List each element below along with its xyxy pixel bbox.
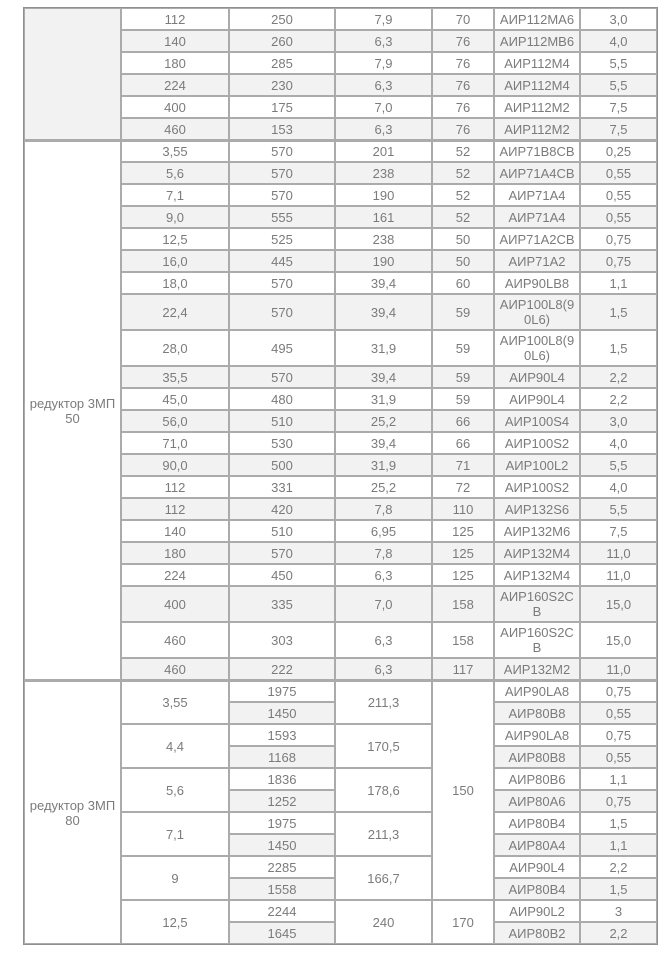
- gear-ratio-cell: 12,5: [121, 228, 229, 250]
- torque-cell: 7,8: [335, 498, 432, 520]
- torque-cell: 6,95: [335, 520, 432, 542]
- gear-ratio-cell: 22,4: [121, 294, 229, 330]
- value-cell: 52: [432, 140, 494, 162]
- gear-ratio-cell: 7,1: [121, 184, 229, 206]
- gear-ratio-cell: 3,55: [121, 680, 229, 724]
- gear-ratio-cell: 460: [121, 622, 229, 658]
- motor-type-cell: АИР132М2: [494, 658, 580, 680]
- motor-type-cell: АИР90L4: [494, 388, 580, 410]
- motor-type-cell: АИР71А2СВ: [494, 228, 580, 250]
- value-cell: 110: [432, 498, 494, 520]
- motor-type-cell: АИР160S2СВ: [494, 586, 580, 622]
- motor-type-cell: АИР112МВ6: [494, 30, 580, 52]
- motor-type-cell: АИР80А4: [494, 834, 580, 856]
- gear-ratio-cell: 4,4: [121, 724, 229, 768]
- motor-type-cell: АИР71А4: [494, 206, 580, 228]
- value-cell: 76: [432, 52, 494, 74]
- speed-cell: 480: [229, 388, 335, 410]
- value-cell: 170: [432, 900, 494, 944]
- value-cell: 125: [432, 542, 494, 564]
- torque-cell: 238: [335, 162, 432, 184]
- torque-cell: 6,3: [335, 74, 432, 96]
- motor-type-cell: АИР80В4: [494, 878, 580, 900]
- speed-cell: 1450: [229, 702, 335, 724]
- torque-cell: 166,7: [335, 856, 432, 900]
- motor-type-cell: АИР80В4: [494, 812, 580, 834]
- speed-cell: 450: [229, 564, 335, 586]
- torque-cell: 39,4: [335, 366, 432, 388]
- speed-cell: 570: [229, 140, 335, 162]
- power-cell: 0,55: [580, 162, 657, 184]
- gear-ratio-cell: 12,5: [121, 900, 229, 944]
- power-cell: 1,1: [580, 768, 657, 790]
- motor-type-cell: АИР100S2: [494, 432, 580, 454]
- value-cell: 70: [432, 8, 494, 30]
- power-cell: 11,0: [580, 564, 657, 586]
- gear-ratio-cell: 112: [121, 476, 229, 498]
- power-cell: 2,2: [580, 366, 657, 388]
- torque-cell: 211,3: [335, 812, 432, 856]
- speed-cell: 510: [229, 410, 335, 432]
- power-cell: 7,5: [580, 118, 657, 140]
- torque-cell: 7,0: [335, 586, 432, 622]
- motor-type-cell: АИР90L2: [494, 900, 580, 922]
- torque-cell: 161: [335, 206, 432, 228]
- gear-ratio-cell: 9,0: [121, 206, 229, 228]
- torque-cell: 25,2: [335, 476, 432, 498]
- power-cell: 7,5: [580, 520, 657, 542]
- table-section: [24, 8, 657, 140]
- motor-type-cell: АИР112МА6: [494, 8, 580, 30]
- value-cell: 52: [432, 184, 494, 206]
- speed-cell: 2244: [229, 900, 335, 922]
- speed-cell: 230: [229, 74, 335, 96]
- speed-cell: 175: [229, 96, 335, 118]
- table-row: [24, 140, 657, 162]
- gear-ratio-cell: 140: [121, 30, 229, 52]
- speed-cell: 1450: [229, 834, 335, 856]
- reducer-name-cell: редуктор 3МП 80: [24, 680, 121, 944]
- power-cell: 15,0: [580, 622, 657, 658]
- motor-type-cell: АИР90L4: [494, 856, 580, 878]
- power-cell: 11,0: [580, 658, 657, 680]
- value-cell: 52: [432, 162, 494, 184]
- gear-ratio-cell: 140: [121, 520, 229, 542]
- speed-cell: 420: [229, 498, 335, 520]
- value-cell: 125: [432, 564, 494, 586]
- speed-cell: 222: [229, 658, 335, 680]
- gear-ratio-cell: 71,0: [121, 432, 229, 454]
- motor-type-cell: АИР132М4: [494, 564, 580, 586]
- speed-cell: 1168: [229, 746, 335, 768]
- gear-ratio-cell: 90,0: [121, 454, 229, 476]
- gear-ratio-cell: 45,0: [121, 388, 229, 410]
- value-cell: 59: [432, 294, 494, 330]
- torque-cell: 6,3: [335, 564, 432, 586]
- value-cell: 76: [432, 74, 494, 96]
- value-cell: 76: [432, 96, 494, 118]
- power-cell: 0,55: [580, 184, 657, 206]
- power-cell: 0,55: [580, 206, 657, 228]
- power-cell: 11,0: [580, 542, 657, 564]
- motor-type-cell: АИР80А6: [494, 790, 580, 812]
- value-cell: 71: [432, 454, 494, 476]
- power-cell: 1,1: [580, 272, 657, 294]
- power-cell: 2,2: [580, 388, 657, 410]
- motor-type-cell: АИР100S4: [494, 410, 580, 432]
- gear-ratio-cell: 5,6: [121, 768, 229, 812]
- gear-ratio-cell: 56,0: [121, 410, 229, 432]
- power-cell: 15,0: [580, 586, 657, 622]
- torque-cell: 238: [335, 228, 432, 250]
- speed-cell: 510: [229, 520, 335, 542]
- power-cell: 0,25: [580, 140, 657, 162]
- gear-ratio-cell: 224: [121, 564, 229, 586]
- gear-ratio-cell: 9: [121, 856, 229, 900]
- power-cell: 0,75: [580, 228, 657, 250]
- motor-type-cell: АИР100S2: [494, 476, 580, 498]
- speed-cell: 303: [229, 622, 335, 658]
- value-cell: 50: [432, 228, 494, 250]
- speed-cell: 331: [229, 476, 335, 498]
- torque-cell: 7,0: [335, 96, 432, 118]
- speed-cell: 1975: [229, 812, 335, 834]
- torque-cell: 201: [335, 140, 432, 162]
- torque-cell: 240: [335, 900, 432, 944]
- gear-ratio-cell: 112: [121, 498, 229, 520]
- motor-type-cell: АИР112М2: [494, 118, 580, 140]
- motor-type-cell: АИР71А2: [494, 250, 580, 272]
- torque-cell: 211,3: [335, 680, 432, 724]
- motor-type-cell: АИР160S2СВ: [494, 622, 580, 658]
- value-cell: 125: [432, 520, 494, 542]
- gear-ratio-cell: 180: [121, 542, 229, 564]
- table-section: [24, 140, 657, 680]
- value-cell: 59: [432, 366, 494, 388]
- motor-type-cell: АИР71А4: [494, 184, 580, 206]
- reducer-spec-table: [23, 7, 658, 945]
- torque-cell: 190: [335, 250, 432, 272]
- speed-cell: 445: [229, 250, 335, 272]
- torque-cell: 39,4: [335, 294, 432, 330]
- motor-type-cell: АИР90LA8: [494, 724, 580, 746]
- motor-type-cell: АИР112М4: [494, 74, 580, 96]
- power-cell: 0,75: [580, 250, 657, 272]
- gear-ratio-cell: 460: [121, 118, 229, 140]
- value-cell: 66: [432, 432, 494, 454]
- torque-cell: 31,9: [335, 388, 432, 410]
- value-cell: 52: [432, 206, 494, 228]
- motor-type-cell: АИР80В8: [494, 702, 580, 724]
- gear-ratio-cell: 7,1: [121, 812, 229, 856]
- speed-cell: 335: [229, 586, 335, 622]
- torque-cell: 39,4: [335, 272, 432, 294]
- power-cell: 2,2: [580, 922, 657, 944]
- speed-cell: 1645: [229, 922, 335, 944]
- power-cell: 3: [580, 900, 657, 922]
- motor-type-cell: АИР112М4: [494, 52, 580, 74]
- speed-cell: 570: [229, 366, 335, 388]
- torque-cell: 6,3: [335, 622, 432, 658]
- motor-type-cell: АИР132М6: [494, 520, 580, 542]
- torque-cell: 39,4: [335, 432, 432, 454]
- value-cell: 76: [432, 118, 494, 140]
- power-cell: 0,55: [580, 746, 657, 768]
- torque-cell: 31,9: [335, 454, 432, 476]
- motor-type-cell: АИР112М2: [494, 96, 580, 118]
- table-section: [24, 680, 657, 944]
- gear-ratio-cell: 224: [121, 74, 229, 96]
- power-cell: 2,2: [580, 856, 657, 878]
- table-row: [24, 680, 657, 702]
- power-cell: 0,75: [580, 680, 657, 702]
- torque-cell: 25,2: [335, 410, 432, 432]
- torque-cell: 178,6: [335, 768, 432, 812]
- torque-cell: 6,3: [335, 118, 432, 140]
- motor-type-cell: АИР90L4: [494, 366, 580, 388]
- torque-cell: 6,3: [335, 658, 432, 680]
- speed-cell: 570: [229, 294, 335, 330]
- power-cell: 0,55: [580, 702, 657, 724]
- value-cell: 72: [432, 476, 494, 498]
- power-cell: 3,0: [580, 410, 657, 432]
- power-cell: 5,5: [580, 52, 657, 74]
- value-cell: 150: [432, 680, 494, 900]
- motor-type-cell: АИР132М4: [494, 542, 580, 564]
- motor-type-cell: АИР80В6: [494, 768, 580, 790]
- speed-cell: 525: [229, 228, 335, 250]
- power-cell: 3,0: [580, 8, 657, 30]
- gear-ratio-cell: 400: [121, 96, 229, 118]
- gear-ratio-cell: 35,5: [121, 366, 229, 388]
- value-cell: 158: [432, 586, 494, 622]
- speed-cell: 1252: [229, 790, 335, 812]
- torque-cell: 7,8: [335, 542, 432, 564]
- power-cell: 5,5: [580, 74, 657, 96]
- motor-type-cell: АИР80В8: [494, 746, 580, 768]
- gear-ratio-cell: 18,0: [121, 272, 229, 294]
- torque-cell: 31,9: [335, 330, 432, 366]
- reducer-name-cell: редуктор 3МП 50: [24, 140, 121, 680]
- power-cell: 1,5: [580, 878, 657, 900]
- speed-cell: 1558: [229, 878, 335, 900]
- motor-type-cell: АИР80В2: [494, 922, 580, 944]
- value-cell: 158: [432, 622, 494, 658]
- power-cell: 4,0: [580, 30, 657, 52]
- speed-cell: 1975: [229, 680, 335, 702]
- gear-ratio-cell: 28,0: [121, 330, 229, 366]
- motor-type-cell: АИР132S6: [494, 498, 580, 520]
- speed-cell: 260: [229, 30, 335, 52]
- speed-cell: 530: [229, 432, 335, 454]
- motor-type-cell: АИР71В8СВ: [494, 140, 580, 162]
- power-cell: 7,5: [580, 96, 657, 118]
- motor-type-cell: АИР71А4СВ: [494, 162, 580, 184]
- speed-cell: 2285: [229, 856, 335, 878]
- value-cell: 66: [432, 410, 494, 432]
- speed-cell: 570: [229, 162, 335, 184]
- gear-ratio-cell: 112: [121, 8, 229, 30]
- motor-type-cell: АИР100L8(90L6): [494, 294, 580, 330]
- speed-cell: 285: [229, 52, 335, 74]
- speed-cell: 495: [229, 330, 335, 366]
- speed-cell: 153: [229, 118, 335, 140]
- torque-cell: 170,5: [335, 724, 432, 768]
- power-cell: 4,0: [580, 476, 657, 498]
- motor-type-cell: АИР90LB8: [494, 272, 580, 294]
- speed-cell: 555: [229, 206, 335, 228]
- speed-cell: 500: [229, 454, 335, 476]
- speed-cell: 570: [229, 272, 335, 294]
- speed-cell: 250: [229, 8, 335, 30]
- reducer-name-cell: [24, 8, 121, 140]
- power-cell: 1,1: [580, 834, 657, 856]
- power-cell: 5,5: [580, 498, 657, 520]
- speed-cell: 1593: [229, 724, 335, 746]
- value-cell: 50: [432, 250, 494, 272]
- torque-cell: 6,3: [335, 30, 432, 52]
- gear-ratio-cell: 180: [121, 52, 229, 74]
- motor-type-cell: АИР100L2: [494, 454, 580, 476]
- value-cell: 60: [432, 272, 494, 294]
- speed-cell: 570: [229, 542, 335, 564]
- motor-type-cell: АИР90LA8: [494, 680, 580, 702]
- gear-ratio-cell: 16,0: [121, 250, 229, 272]
- speed-cell: 570: [229, 184, 335, 206]
- power-cell: 0,75: [580, 790, 657, 812]
- gear-ratio-cell: 460: [121, 658, 229, 680]
- power-cell: 1,5: [580, 294, 657, 330]
- power-cell: 0,75: [580, 724, 657, 746]
- gear-ratio-cell: 5,6: [121, 162, 229, 184]
- value-cell: 117: [432, 658, 494, 680]
- value-cell: 59: [432, 330, 494, 366]
- motor-type-cell: АИР100L8(90L6): [494, 330, 580, 366]
- speed-cell: 1836: [229, 768, 335, 790]
- power-cell: 1,5: [580, 330, 657, 366]
- gear-ratio-cell: 3,55: [121, 140, 229, 162]
- power-cell: 5,5: [580, 454, 657, 476]
- torque-cell: 190: [335, 184, 432, 206]
- torque-cell: 7,9: [335, 8, 432, 30]
- torque-cell: 7,9: [335, 52, 432, 74]
- gear-ratio-cell: 400: [121, 586, 229, 622]
- power-cell: 4,0: [580, 432, 657, 454]
- value-cell: 59: [432, 388, 494, 410]
- power-cell: 1,5: [580, 812, 657, 834]
- table-row: [24, 8, 657, 30]
- value-cell: 76: [432, 30, 494, 52]
